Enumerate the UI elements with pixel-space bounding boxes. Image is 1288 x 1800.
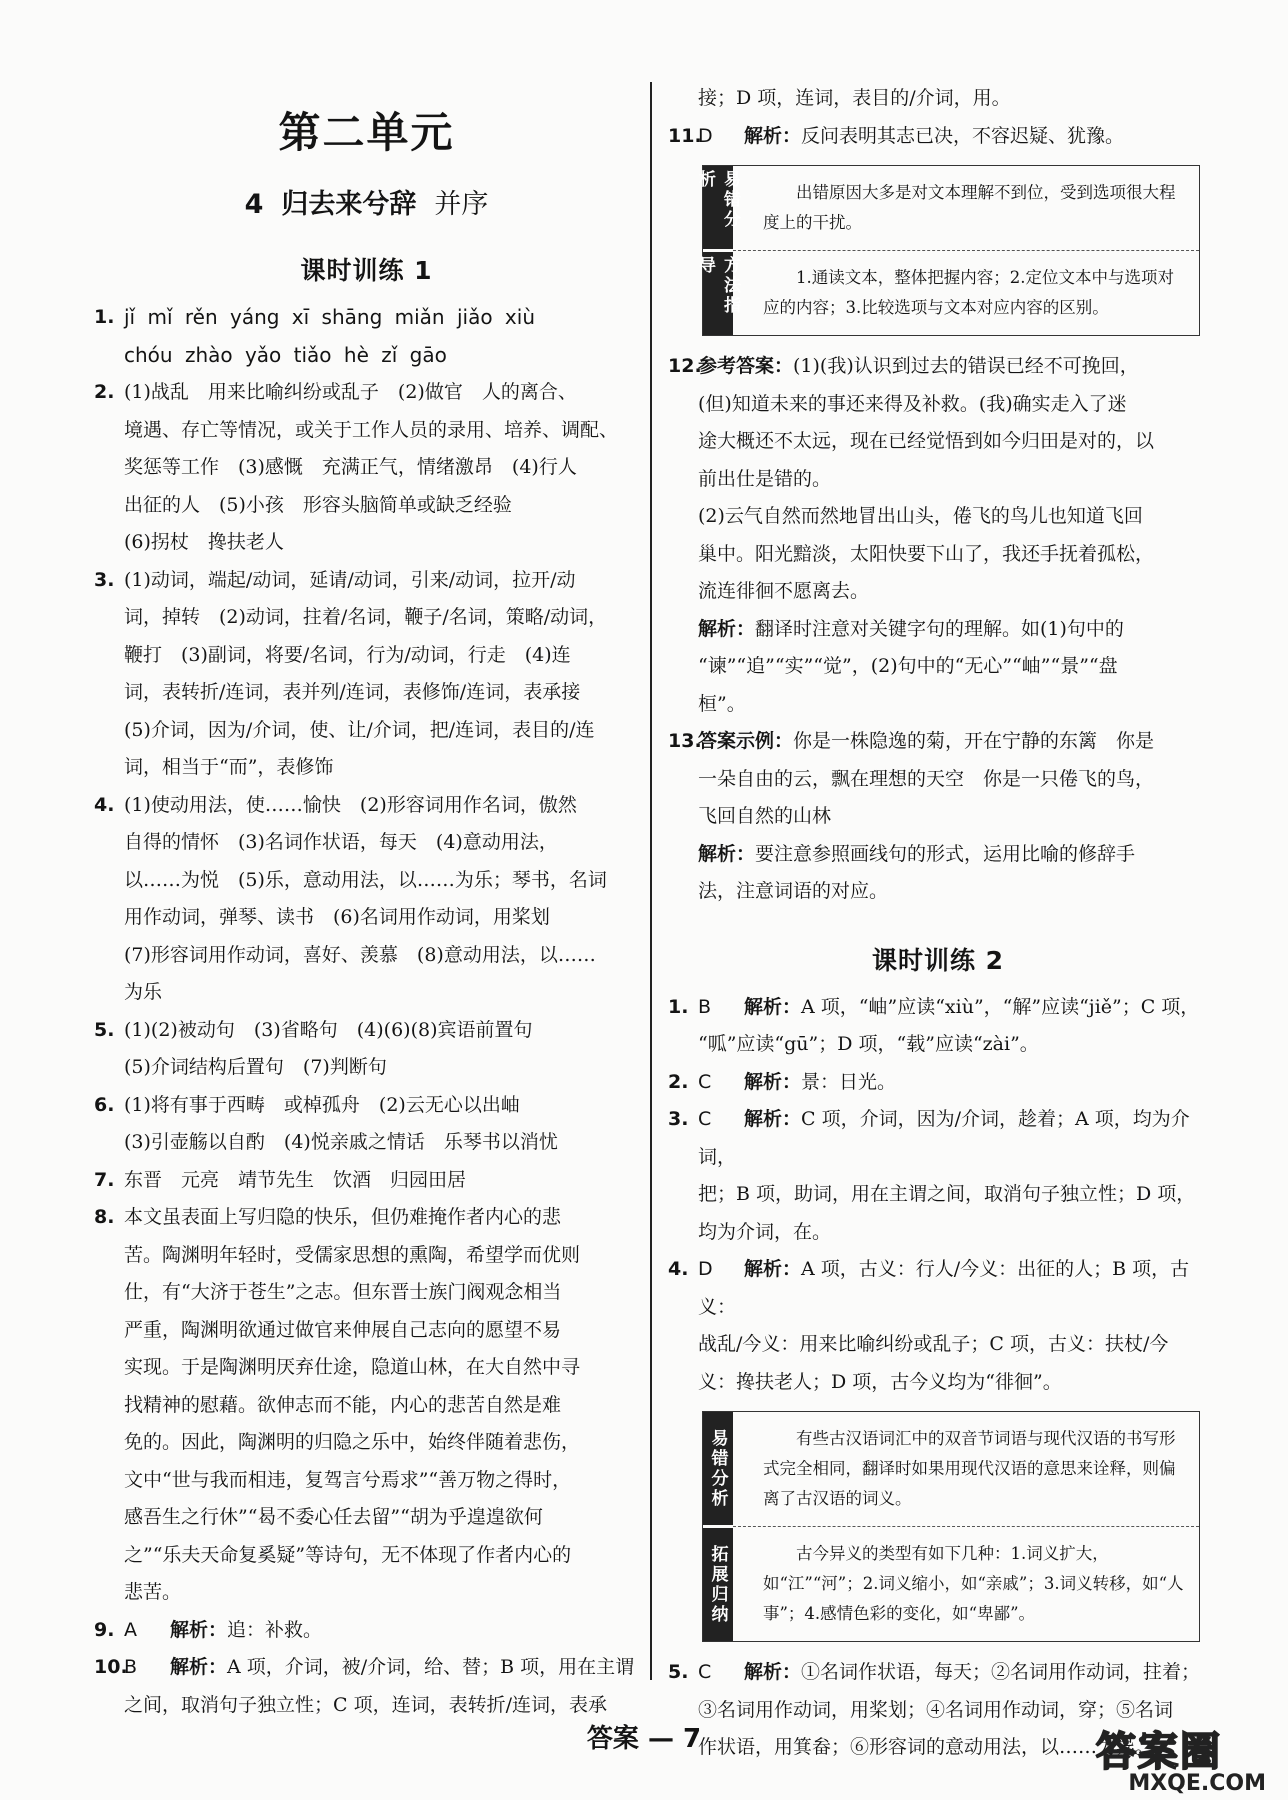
item-text: 文中“世与我而相违，复驾言兮焉求”“善万物之得时， xyxy=(124,1468,572,1491)
right-column xyxy=(668,0,1208,1767)
item-text: (1)动词，端起/动词，延请/动词，引来/动词，拉开/动 xyxy=(124,568,576,591)
item-text: 要注意参照画线句的形式，运用比喻的修辞手 xyxy=(755,842,1136,865)
item-line xyxy=(124,937,639,975)
item-text: 为乐 xyxy=(124,981,163,1003)
section-title-2: 课时训练 2 xyxy=(871,945,1005,975)
item-number: 7. xyxy=(94,1168,115,1191)
item-line xyxy=(124,1462,639,1500)
lesson-name: 归去来兮辞 xyxy=(281,189,417,220)
right-answer-list xyxy=(668,989,1208,1402)
answer-item xyxy=(94,562,639,787)
item-text: 飞回自然的山林 xyxy=(698,805,832,827)
item-line xyxy=(124,487,639,525)
item-text: A 项，介词，被/介词，给、替；B 项，用在主谓 xyxy=(227,1656,635,1678)
item-line xyxy=(698,836,1208,874)
item-text: 以……为悦 (5)乐，意动用法，以……为乐；琴书，名词 xyxy=(124,868,607,891)
item-text: 自得的情怀 (3)名词作状语，每天 (4)意动用法， xyxy=(124,831,558,853)
item-text: 免的。因此，陶渊明的归隐之乐中，始终伴随着悲伤， xyxy=(124,1431,581,1453)
item-text: 本文虽表面上写归隐的快乐，但仍难掩作者内心的悲 xyxy=(124,1206,562,1228)
item-line xyxy=(698,1026,1208,1064)
item-text: 严重，陶渊明欲通过做官来伸展自己志向的愿望不易 xyxy=(124,1318,562,1341)
item-line xyxy=(698,1101,1208,1176)
item-line xyxy=(124,1424,639,1462)
answer-item xyxy=(94,299,639,374)
item-text: jǐ mǐ rěn yáng xī shāng miǎn jiǎo xiù xyxy=(124,305,535,329)
item-text: 词，相当于“而”，表修饰 xyxy=(124,756,334,778)
item-line xyxy=(124,1537,639,1575)
item-text: 均为介词，在。 xyxy=(698,1220,832,1243)
item-text: 东晋 元亮 靖节先生 饮酒 归园田居 xyxy=(124,1168,467,1191)
tip-tag-method: 方法指导 xyxy=(703,249,733,335)
item-text: 奖惩等工作 (3)感慨 充满正气，情绪激昂 (4)行人 xyxy=(124,456,577,478)
continued-line: 接；D 项，连词，表目的/介词，用。 xyxy=(698,87,1011,109)
left-answer-list xyxy=(94,299,639,1724)
item-line xyxy=(124,862,639,900)
item-text: (7)形容词用作动词，喜好、羡慕 (8)意动用法，以…… xyxy=(124,943,596,966)
item-line xyxy=(698,1364,1208,1402)
answer-label: 解析： xyxy=(698,617,756,640)
analysis-label: 解析： xyxy=(744,995,802,1018)
analysis-label: 解析： xyxy=(744,1661,802,1683)
item-text: “呱”应读“gū”；D 项，“载”应读“zài”。 xyxy=(698,1033,1039,1055)
item-number: 5. xyxy=(668,1661,689,1683)
left-column xyxy=(94,0,639,1724)
item-line xyxy=(124,1012,639,1050)
item-text: 找精神的慰藉。欲伸志而不能，内心的悲苦自然是难 xyxy=(124,1393,562,1416)
item-line xyxy=(698,648,1208,686)
item-text: “谏”“追”“实”“觉”，(2)句中的“无心”“岫”“景”“盘 xyxy=(698,655,1118,677)
item-line xyxy=(698,989,1208,1027)
item-line xyxy=(124,787,639,825)
item-line xyxy=(124,1274,639,1312)
item-text: 景：日光。 xyxy=(801,1070,897,1093)
item-number: 13. xyxy=(668,730,702,752)
item-text: 出征的人 (5)小孩 形容头脑简单或缺乏经验 xyxy=(124,493,512,516)
item-text: (1)(我)认识到过去的错误已经不可挽回， xyxy=(793,355,1139,377)
item-answer: C xyxy=(698,1661,712,1683)
page-footer: 答案 — 7 xyxy=(586,1724,702,1754)
item-text: 实现。于是陶渊明厌弃仕途，隐道山林，在大自然中寻 xyxy=(124,1356,581,1378)
item-line xyxy=(124,374,639,412)
item-line xyxy=(698,1654,1208,1692)
item-line xyxy=(698,461,1208,499)
item-text: ③名词用作动词，用桨划；④名词用作动词，穿；⑤名词 xyxy=(698,1698,1174,1721)
item-line xyxy=(124,712,639,750)
answer-item xyxy=(94,1162,639,1200)
item-number: 2. xyxy=(668,1070,689,1093)
item-answer: D xyxy=(698,1258,713,1280)
item-line xyxy=(124,1087,639,1125)
item-line xyxy=(124,1349,639,1387)
item-text: A 项，“岫”应读“xiù”，“解”应读“jiě”；C 项， xyxy=(801,995,1200,1018)
item-line xyxy=(698,686,1208,724)
tip-box-1 xyxy=(695,165,1200,336)
item-text: 反问表明其志已决，不容迟疑、犹豫。 xyxy=(801,124,1125,147)
item-text: chóu zhào yǎo tiǎo hè zǐ gāo xyxy=(124,342,447,367)
answer-item xyxy=(668,1064,1208,1102)
tip-tag-error-analysis: 易错分析 xyxy=(707,1428,728,1509)
item-number: 3. xyxy=(94,568,115,591)
lesson-title xyxy=(94,182,639,221)
item-line xyxy=(698,1176,1208,1214)
item-text: 巢中。阳光黯淡，太阳快要下山了，我还手抚着孤松， xyxy=(698,542,1155,565)
item-text: 词，表转折/连词，表并列/连词，表修饰/连词，表承接 xyxy=(124,681,581,703)
item-text: 义：搀扶老人；D 项，古今义均为“徘徊”。 xyxy=(698,1370,1062,1393)
item-line xyxy=(124,1199,639,1237)
item-text: (但)知道未来的事还来得及补救。(我)确实走入了迷 xyxy=(698,392,1127,415)
item-line xyxy=(698,1214,1208,1252)
item-number: 9. xyxy=(94,1618,115,1641)
item-line xyxy=(124,1049,639,1087)
item-line xyxy=(698,423,1208,461)
item-text: 把；B 项，助词，用在主谓之间，取消句子独立性；D 项， xyxy=(698,1183,1196,1205)
item-number: 1. xyxy=(94,306,115,328)
section-title-1: 课时训练 1 xyxy=(300,256,433,285)
item-line xyxy=(124,524,639,562)
item-text: 你是一株隐逸的菊，开在宁静的东篱 你是 xyxy=(793,730,1155,752)
answer-label: 解析： xyxy=(698,842,756,865)
item-line xyxy=(698,761,1208,799)
item-text: 作状语，用箕畚；⑥形容词的意动用法，以……为异。 xyxy=(698,1736,1155,1758)
answer-item xyxy=(94,1087,639,1162)
item-line xyxy=(698,348,1208,386)
item-answer: D xyxy=(698,124,713,147)
tip-body-extension: 古今异义的类型有如下几种：1.词义扩大，如“江”“河”；2.词义缩小，如“亲戚”；3.词义转移，如“人事”；4.感情色彩的变化，如“卑鄙”。 xyxy=(733,1526,1199,1641)
item-text: (2)云气自然而然地冒出山头，倦飞的鸟儿也知道飞回 xyxy=(698,505,1143,527)
item-text: (1)使动用法，使……愉快 (2)形容词用作名词，傲然 xyxy=(124,793,577,816)
item-number: 5. xyxy=(94,1018,115,1041)
item-line xyxy=(124,824,639,862)
item-line xyxy=(698,1326,1208,1364)
item-answer: C xyxy=(698,1108,712,1130)
item-text: 用作动词，弹琴、读书 (6)名词用作动词，用桨划 xyxy=(124,906,550,928)
answer-item xyxy=(94,374,639,562)
item-line xyxy=(124,1499,639,1537)
tip-tag-error-analysis: 易错分析 xyxy=(695,170,740,230)
item-answer: B xyxy=(698,995,712,1018)
item-text: 前出仕是错的。 xyxy=(698,467,832,490)
answer-item-13 xyxy=(668,723,1208,911)
answer-label: 答案示例： xyxy=(698,730,794,752)
tip-body-method: 1.通读文本，整体把握内容；2.定位文本中与选项对应的内容；3.比较选项与文本对应内容的区别。 xyxy=(733,250,1199,335)
item-number: 8. xyxy=(94,1206,115,1228)
item-line xyxy=(698,536,1208,574)
tip-box-2 xyxy=(702,1411,1200,1642)
item-text: 翻译时注意对关键字句的理解。如(1)句中的 xyxy=(755,617,1124,640)
item-line xyxy=(124,1612,639,1650)
analysis-label: 解析： xyxy=(744,1258,802,1280)
item-line xyxy=(124,749,639,787)
item-line xyxy=(124,1649,639,1687)
item-text: ①名词作状语，每天；②名词用作动词，拄着； xyxy=(801,1661,1201,1683)
analysis-label: 解析： xyxy=(170,1618,228,1641)
item-line xyxy=(698,386,1208,424)
item-line xyxy=(124,1162,639,1200)
item-number: 4. xyxy=(668,1258,689,1280)
item-text: 境遇、存亡等情况，或关于工作人员的录用、培养、调配、 xyxy=(124,418,619,441)
answer-item-11 xyxy=(668,118,1208,156)
item-number: 1. xyxy=(668,995,689,1018)
item-number: 4. xyxy=(94,793,115,816)
item-number: 11. xyxy=(668,124,702,147)
unit-title: 第二单元 xyxy=(278,108,455,157)
item-text: 悲苦。 xyxy=(124,1581,182,1603)
analysis-label: 解析： xyxy=(170,1656,228,1678)
item-line xyxy=(124,1237,639,1275)
item-number: 6. xyxy=(94,1093,115,1116)
item-line xyxy=(124,899,639,937)
item-line xyxy=(698,723,1208,761)
analysis-label: 解析： xyxy=(744,1108,802,1130)
item-line xyxy=(698,873,1208,911)
item-text: (1)战乱 用来比喻纠纷或乱子 (2)做官 人的离合、 xyxy=(124,381,577,403)
item-line xyxy=(124,412,639,450)
item-number: 12. xyxy=(668,355,702,377)
lesson-sub: 并序 xyxy=(434,189,489,220)
watermark-text: 答案圈 xyxy=(1096,1729,1222,1775)
item-line xyxy=(698,498,1208,536)
item-answer: C xyxy=(698,1070,712,1093)
item-text: 途大概还不太远，现在已经觉悟到如今归田是对的，以 xyxy=(698,430,1155,452)
answer-item xyxy=(668,1251,1208,1401)
answer-item xyxy=(94,787,639,1012)
answer-label: 参考答案： xyxy=(698,355,794,377)
item-line xyxy=(124,1387,639,1425)
item-text: (1)将有事于西畴 或棹孤舟 (2)云无心以出岫 xyxy=(124,1093,520,1116)
item-text: 词，掉转 (2)动词，拄着/名词，鞭子/名词，策略/动词， xyxy=(124,606,608,628)
item-text: (5)介词结构后置句 (7)判断句 xyxy=(124,1056,387,1078)
item-number: 2. xyxy=(94,381,115,403)
item-line xyxy=(124,1574,639,1612)
tip-body-error-analysis: 有些古汉语词汇中的双音节词语与现代汉语的书写形式完全相同，翻译时如果用现代汉语的意思来诠释，则偏离了古汉语的词义。 xyxy=(763,1429,1176,1508)
item-text: (3)引壶觞以自酌 (4)悦亲戚之情话 乐琴书以消忧 xyxy=(124,1131,558,1153)
item-number: 10. xyxy=(94,1656,128,1678)
answer-item xyxy=(94,1012,639,1087)
item-line xyxy=(698,1251,1208,1326)
item-line xyxy=(124,599,639,637)
item-answer: A xyxy=(124,1618,137,1641)
tip-tag-extension: 拓展归纳 xyxy=(703,1525,733,1641)
item-line xyxy=(698,1064,1208,1102)
analysis-label: 解析： xyxy=(744,124,802,147)
item-line xyxy=(698,798,1208,836)
item-text: A 项，古义：行人/今义：出征的人；B 项，古义： xyxy=(698,1258,1190,1318)
item-text: 追：补救。 xyxy=(227,1618,323,1641)
item-line xyxy=(124,974,639,1012)
item-text: 鞭打 (3)副词，将要/名词，行为/动词，行走 (4)连 xyxy=(124,643,571,666)
answer-item xyxy=(668,1101,1208,1251)
item-text: 之间，取消句子独立性；C 项，连词，表转折/连词，表承 xyxy=(124,1693,607,1716)
lesson-number: 4 xyxy=(244,189,264,220)
item-text: 仕，有“大济于苍生”之志。但东晋士族门阀观念相当 xyxy=(124,1281,562,1303)
item-line xyxy=(124,299,639,337)
item-text: (1)(2)被动句 (3)省略句 (4)(6)(8)宾语前置句 xyxy=(124,1018,533,1041)
item-line xyxy=(124,337,639,375)
item-line xyxy=(124,637,639,675)
answer-item xyxy=(668,989,1208,1064)
item-line xyxy=(698,611,1208,649)
item-text: 桓”。 xyxy=(698,692,746,715)
item-text: C 项，介词，因为/介词，趁着；A 项，均为介词， xyxy=(698,1108,1190,1168)
item-text: 战乱/今义：用来比喻纠纷或乱子；C 项，古义：扶杖/今 xyxy=(698,1333,1169,1355)
item-line xyxy=(124,1312,639,1350)
answer-item-12 xyxy=(668,348,1208,723)
answer-item xyxy=(94,1649,639,1724)
column-divider xyxy=(650,82,652,1680)
item-line xyxy=(124,1124,639,1162)
answer-item xyxy=(94,1199,639,1612)
item-line xyxy=(124,562,639,600)
tip-body-error-analysis: 出错原因大多是对文本理解不到位，受到选项很大程度上的干扰。 xyxy=(763,183,1176,232)
item-text: 一朵自由的云，飘在理想的天空 你是一只倦飞的鸟， xyxy=(698,767,1155,790)
item-line xyxy=(698,573,1208,611)
watermark-logo xyxy=(1096,1720,1266,1796)
continued-answer xyxy=(668,80,1208,118)
item-line xyxy=(124,449,639,487)
item-text: 感吾生之行休”“曷不委心任去留”“胡为乎遑遑欲何 xyxy=(124,1506,543,1528)
item-line xyxy=(124,674,639,712)
item-answer: B xyxy=(124,1656,138,1678)
item-text: (5)介词，因为/介词，使、让/介词，把/连词，表目的/连 xyxy=(124,718,595,741)
answer-item xyxy=(94,1612,639,1650)
item-text: (6)拐杖 搀扶老人 xyxy=(124,531,284,553)
item-number: 3. xyxy=(668,1108,689,1130)
item-text: 之”“乐夫天命复奚疑”等诗句，无不体现了作者内心的 xyxy=(124,1543,572,1566)
watermark-url: MXQE.COM xyxy=(1128,1771,1266,1796)
item-text: 法，注意词语的对应。 xyxy=(698,880,889,902)
analysis-label: 解析： xyxy=(744,1070,802,1093)
item-text: 苦。陶渊明年轻时，受儒家思想的熏陶，希望学而优则 xyxy=(124,1243,581,1266)
item-text: 流连徘徊不愿离去。 xyxy=(698,580,870,602)
